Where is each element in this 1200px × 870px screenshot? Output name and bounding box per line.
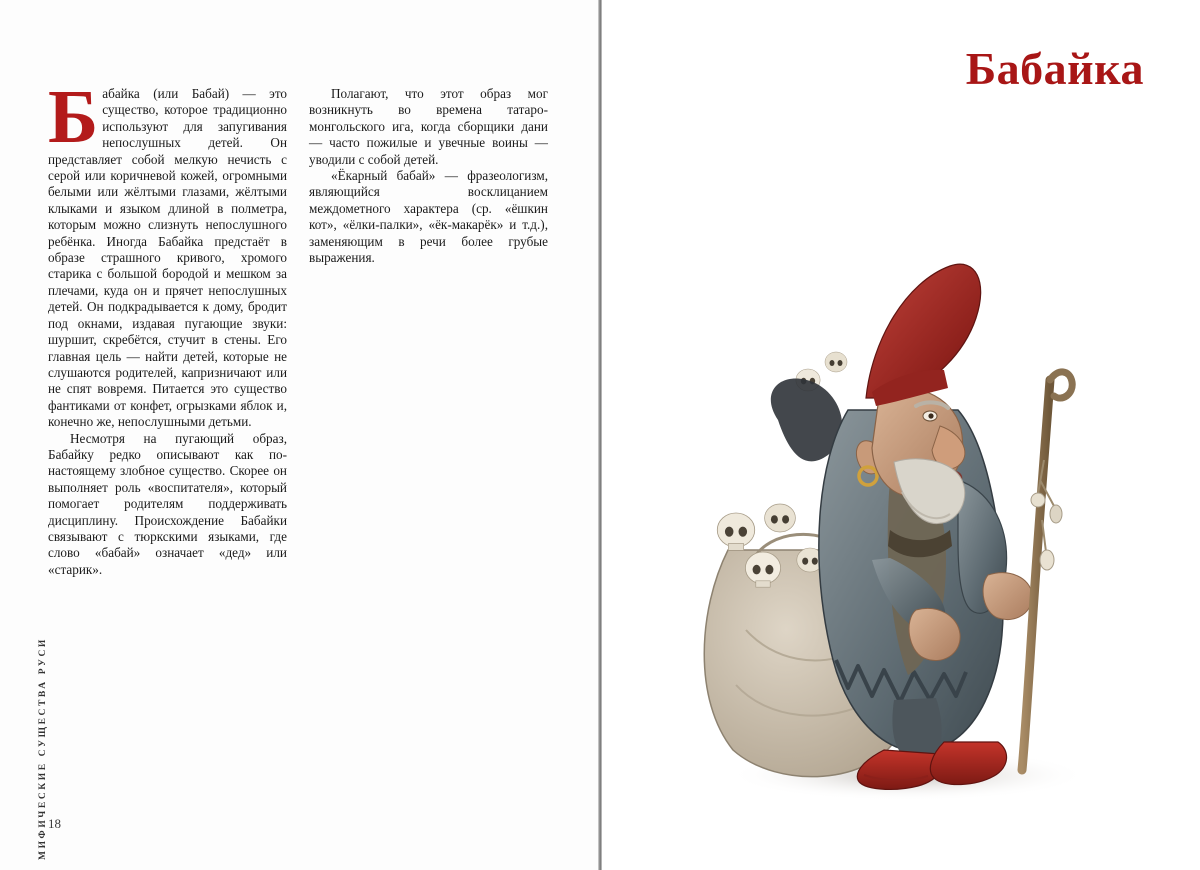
book-gutter <box>598 0 602 870</box>
drop-cap: Б <box>48 75 99 159</box>
left-page <box>0 0 598 870</box>
column-left <box>48 75 287 578</box>
paragraph: Несмотря на пугающий образ, Бабайку редко описывают как по-настоящему злобное существо. Скорее он выполняет роль «воспитателя», который помогает родителям поддерживать дисциплину. Происхождение Бабайки связывают с тюркскими языками, где слово «бабай» означает «дед» или «старик». <box>48 430 287 577</box>
right-page <box>598 0 1200 870</box>
running-head: МИФИЧЕСКИЕ СУЩЕСТВА РУСИ <box>38 637 48 860</box>
paragraph-text: абайка (или Бабай) — это существо, которое традиционно используют для запугивания непослушных детей. Он представляет собой мелкую нечисть с серой или коричневой кожей, огромными белыми или жёлтыми глазами, жёлтыми клыками и языком длиной в полметра, которым можно слизнуть непослушного ребёнка. Иногда Бабайка предстаёт в образе страшного кривого, хромого старика с большой бородой и мешком за плечами, куда он и прячет непослушных детей. Он подкрадывается к дому, бродит под окнами, издавая пугающие звуки: шуршит, скребётся, стучит в стены. Его главная цель — найти детей, которые не слушаются родителей, капризничают или не спят вовремя. Питается это существо фантиками от конфет, огрызками яблок и, конечно же, непослушными детьми. <box>48 86 287 430</box>
paragraph: Полагают, что этот образ мог возникнуть во времена татаро-монгольского ига, когда сборщики дани — часто пожилые и увечные воины — уводили с собой детей. <box>309 86 548 167</box>
paragraph <box>48 75 287 431</box>
text-columns <box>48 75 548 578</box>
babayka-illustration <box>658 230 1178 810</box>
paragraph: «Ёкарный бабай» — фразеологизм, являющийся восклицанием междометного характера (ср. «ёшкин кот», «ёлки-палки», «ёк-макарёк» и т.д.), заменяющим в речи более грубые выражения. <box>309 168 548 266</box>
column-right <box>309 86 548 578</box>
page-number: 18 <box>48 816 61 831</box>
right-hand <box>983 573 1032 620</box>
chapter-title: Бабайка <box>965 43 1144 94</box>
staff <box>1022 372 1072 770</box>
